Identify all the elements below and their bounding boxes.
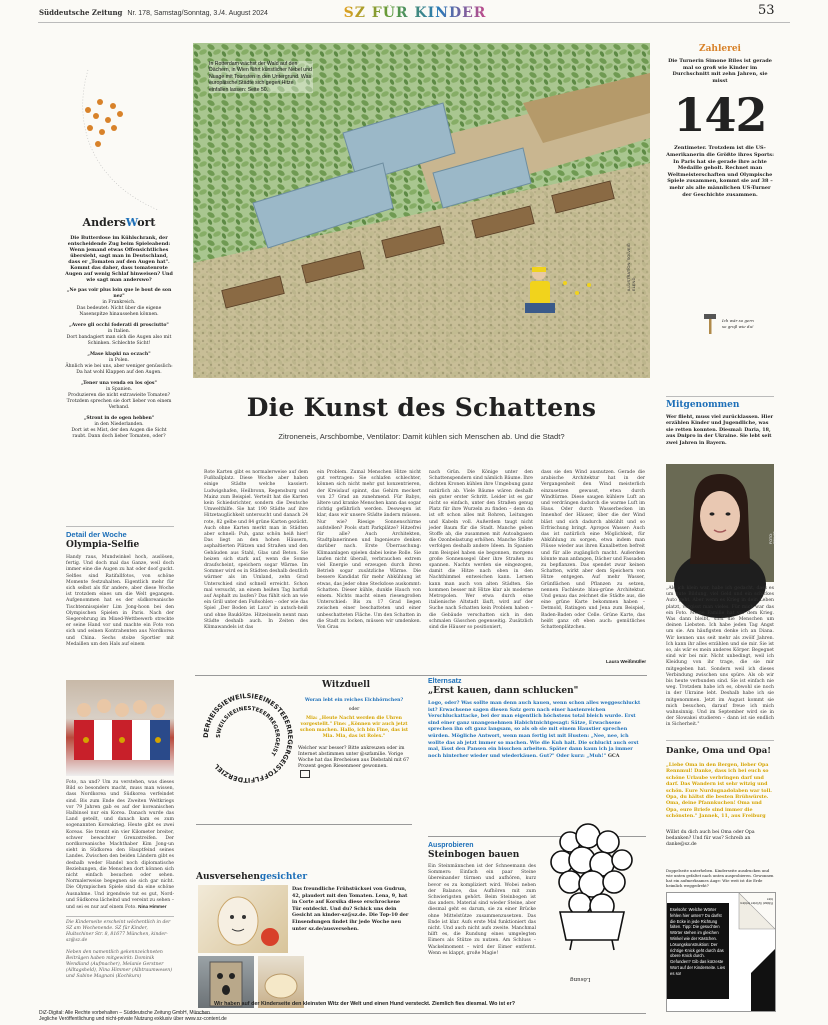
masthead-issue: Nr. 178, Samstag/Sonntag, 3./4. August 2024 xyxy=(127,10,268,17)
elternsatz-text xyxy=(428,700,646,796)
masthead-rule xyxy=(38,22,790,23)
article-col-1: Rote Karten gibt es normalerweise auf dem Fußballplatz. Diese Woche aber haben einige Städte welche kassiert: Ludwigshafen, Heilbronn, Regensburg und Mainz zum Beispiel. Verteilt hat die Karten kein Schiedsrichter, sondern die Deutsche Umwelthilfe. Sie hat 190 Städte auf ihre Hitzetauglichkeit untersucht und danach 24 rote, 82 gelbe und 84 grüne Karten gezückt. Auch ohne Karten merkt man in Städten aber schnell: Puh, ganz schön heiß hier! Das liegt an den hohen Häusern, asphaltierten Plätzen und Straßen und den Gebäuden aus Stahl, Glas und Beton. Sie heizen sich stark auf, wenn die Sonne draufscheint, speichern sogar Wärme. Im Sommer wird es in Städten deshalb deutlich wärmer als im Umland, zehn Grad Unterschied sind schnell erreicht. Schon mal versucht, an einem heißen Tag barfuß auf Asphalt zu laufen? Das fühlt sich an wie ein Grill unter den Fußsohlen – oder wie das Spiel „Der Boden ist Lava" in autsch-heiß und ohne Bauklötze. Hitzeinseln nennt man Städte deshalb auch. In Zeiten des Klimawandels ist das xyxy=(204,470,308,631)
dw-title: Olympia-Selfie xyxy=(66,540,140,550)
foam-bath-svg xyxy=(540,812,644,962)
andersw-section xyxy=(64,216,174,440)
witzduell-ring xyxy=(202,692,294,784)
witzduell-jokes xyxy=(298,698,410,770)
vote-checkbox[interactable] xyxy=(300,770,310,778)
elternsatz-kicker: Elternsatz xyxy=(428,678,462,685)
puzzle-caption: Doppelseite unterheben. Kinderseite ausdrucken und wie unten gefaltet nach unten ausprobieren. Gewonnen hat ein aufmerksames Auge: Wie weit ist die Erde heimlich weggedreht? xyxy=(666,868,774,888)
witzduell-section xyxy=(196,680,412,690)
photo-credit: FOTO: PRIVAT xyxy=(769,531,777,544)
eselsohr-mirror: Rätsel Wörter fehlen hier xyxy=(740,897,773,905)
phrase-where: in den Niederlanden. xyxy=(94,422,144,427)
main-headline: Die Kunst des Schattens xyxy=(246,393,597,422)
footer-copyright xyxy=(39,1010,227,1023)
egg-photo-svg xyxy=(198,885,288,953)
ausversehen-text: Das freundliche Frühstücksei von Gudrun, 42, plaudert mit den Tomaten. Lena, 9, hat in Corte auf Korsika diese erschrockene Tür entdeckt. Und du? Schick uns dein Gesicht an kinder-sz@sz.de. Die Top-10 der Einsendungen findet ihr jede Woche neu unter sz.de/ausversehen. xyxy=(292,886,409,932)
ausversehen-title xyxy=(196,872,412,882)
elternsatz-title: „Erst kauen, dann schlucken" xyxy=(428,686,579,696)
danke-section xyxy=(666,746,774,848)
svg-text:DERHEISSIEWEILSIEEINESTEEERREG xyxy=(202,692,294,784)
detail-der-woche xyxy=(66,530,174,669)
mitgenommen-text: „Als ich klein war, habe ich gedacht, dass es um gute Bildung, viel Geld und ein schickes Auto geht. Aber wenn es Krieg in dein Leben platzt, vergisst man vieles. Für mich war das ein Foto. Meine Familie hat vor dem Krieg. Was dann bleibt, sind die Menschen um deinen Liebsten. Ich habe jeden Tag Angst um sie. Am häufigsten denke ich an Diana. Wir kennen uns seit mehr als zwölf Jahren. Ich kann ihr alles erzählen und sie mir. Sie ist so, als wär es mein anderes Körper. Begegnet sind wir bei mir. Nicht unbedingt, weil ich Kleidung von ihr trage, die sie mir mitgegeben hat. Sondern weil ich dieses Verbindung zwischen uns spüre. Als ob wir bis heute verbunden sind. Sie ist einfach nie weg. Trotzdem habe ich es, obwohl sie noch in der Ukraine lebt. Deshalb habe ich sie mitgenommen. Jetzt im August kommt sie mich besuchen, darauf freue ich mich wahnsinnig. Und im September wird sie in der Slowakei studieren – dann ist sie endlich in Sicherheit." xyxy=(666,586,774,728)
portrait-svg xyxy=(666,464,774,582)
dw-text: Handy raus, Mundwinkel hoch, auslösen, fertig. Und doch mal das Ganze, weil doch immer eine die Augen zu hat oder doof guckt. Selfies sind Ratifallfotos, von schöne Momente festzuhalten. Eigentlich mehr für sich selbst als für andere, aber diese Woche ist trotzdem eines um die Welt gegangen. Aufgenommen hat es der südkoreanische Tischtennisspieler Lim Jong-hoon bei den Olympischen Spielen in Paris. Nach der Siegerehrung im Mixed-Wettbewerb streckte er seine Hand vor und machte ein Foto von sich und seinen Kontrahenten aus Nordkorea und China. Sechs stolze Sportler mit Medaillen um den Hals auf einem xyxy=(66,555,174,647)
andersw-phrase-4 xyxy=(64,381,174,411)
ausprobieren-section xyxy=(428,842,536,996)
phrase-quote: „Ne pas voir plus loin que le bout de son nez" xyxy=(66,288,172,299)
hero-illustration xyxy=(193,43,650,378)
ausversehen-title-a: Ausversehen xyxy=(196,872,260,882)
ausprobieren-title: Steinbogen bauen xyxy=(428,850,520,860)
witzduell-q2: Mia: „Heute Nacht werden die Uhren vorgestellt." Fine: „Können wir auch jetzt schon machen. Hallo, ich bin Fine, das ist Mia. Mia, das ist Rolex." xyxy=(300,716,408,739)
main-subheadline: Zitroneneis, Arschbombe, Ventilator: Damit kühlen sich Menschen ab. Und die Stadt? xyxy=(278,432,565,441)
article-col-3: nach Grün. Die Könige unter den Schattenspendern sind nämlich Bäume. Ihre dichten Kronen kühlen ihre Umgebung ganz natürlich ab. Viele Bäume wären deshalb ein guter erster Schritt. Leider ist es gar nicht so einfach, unter den Straßen genug Platz für ihre Wurzeln zu finden – denn da ist oft schon alles mit Rohren, Leitungen und Kabeln voll. Außerdem taugt nicht jeder Baum für die Stadt. Manche geben Stoffe ab, die zusammen mit Autoabgasen die Ozonbelastung erhöhen. Manche Städte verfolgen deshalb andere Ideen. In Spanien zum Beispiel haben sie begonnen, morgens große Sonnensegel über ihre Straßen zu spannen. Nachts werden sie eingezogen, damit die Hitze nach oben in den Nachthimmel entweichen kann. Lernen kann man auch von alten Städten. Sie kommen besser mit Hitze klar als moderne Metropolen. Wer etwa durch eine italienische Altstadt läuft, wird auf der Suche nach Schatten kein Problem haben – die Gebäude verschatten sich in den schmalen Gässchen gegenseitig. Zusätzlich sind die Häuser so positioniert, xyxy=(429,470,533,631)
phrase-meaning: Dort bandagiert man sich die Augen also mit Schinken. Schlechte Sicht! xyxy=(66,335,172,346)
dot-spiral-svg xyxy=(68,60,168,220)
phrase-where: in Spanien. xyxy=(105,387,133,392)
bottom-rule xyxy=(196,1013,646,1014)
footer-note: Die Kinderseite erscheint wöchentlich in der SZ am Wochenende. SZ für Kinder, Hultschiner Str. 8, 81677 München, kinder-sz@sz.de xyxy=(66,920,171,943)
section-title xyxy=(340,5,490,21)
page-number: 53 xyxy=(758,3,775,18)
handwritten-note: Ich wär so gern so groß wie du! xyxy=(722,318,754,329)
zahlerei-lead: Die Turnerin Simone Biles ist gerade mal so groß wie Kinder im Durchschnitt mit zehn Jahren, sie misst xyxy=(668,58,772,84)
andersw-phrase-2 xyxy=(64,323,174,347)
mid-rule xyxy=(195,675,647,676)
phrase-quote: „Mase klapki na oczach" xyxy=(87,352,151,357)
phrase-quote: „Tener una venda en los ojos" xyxy=(81,381,157,386)
phrase-meaning: Produzieren die nicht extrawieite Tomaten? Trotzdem sprechen sie dort lieber von einem Verband. xyxy=(66,393,172,410)
zahlerei-section xyxy=(666,44,774,198)
witzduell-title: Witzduell xyxy=(321,680,371,690)
witz-rule xyxy=(196,824,412,825)
hero-caption: In Rotterdam wächst der Wald auf den Dächern, in Wien führt künstlicher Nebel und Nuage mit Touristen in den Untergrund. Was europäische Städte sich gegen Hitze einfallen lassen: Seite 50. xyxy=(209,61,312,93)
left-rule-1 xyxy=(66,526,174,527)
danke-prompt: Willst du dich auch bei Oma oder Opa bedanken? Und für was? Schreib an danke@sz.de xyxy=(666,830,755,847)
zahlerei-text: Zentimeter. Trotzdem ist die US-Amerikanerin die Größte ihres Sports: In Paris hat sie gerade ihre achte Medaille geholt. Rechnet man Weltmeisterschaften und Olympische Spiele zusammen, kommt sie auf 38 – mehr als alle männlichen US-Turner der Geschichte zusammen. xyxy=(666,145,774,198)
eselsohr-text: Eselsohr: Welche Wörter fehlen hier unten? Du darfst die Ecke in jede Richtung falten. Tipp: Die gesuchten Wörter stehen im gleichen Winkel wie der Kästchen. Lösungskonstruktion: Der richtige Knick geht durch das obere Knick durch. Gefunden? Gib das kürzeste Wort auf der Kinderseite. Lies es so! xyxy=(670,907,726,976)
zahlerei-number: 142 xyxy=(673,88,767,143)
elternsatz-body: Logo, oder? Was sollte man denn auch kauen, wenn schon alles weggeschluckt ist? Erwachsene sagen diesen Satz gern nach einer hastenreichen Verschluckattacke, bei der man eigentlich höchstens total bleich wurde. Erst sind einer ganz unangenehmen Habichtnichtgesagt: Sätze, Erwachsene sprechen ihn oft ganz langsam, so als ob sie mit einem Haustier sprechen würden. Mögliche Antwort, wenn man fertig ist mit Husten: „Nee, nee, ich wollte das ab jetzt immer so machen. Wie die Kuh halt. Die schluckt auch erst mal, lässt den Pansen ein bisschen arbeiten. Später dann kaun ich ja immer noch hinterher wieder und wiederkäuen. Gut?" Oder kurz: „Muh!" xyxy=(428,700,641,759)
article-col-4: dass sie den Wind ausnutzen. Gerade die arabische Architektur hat in der Vergangenheit den Wind meisterlich einzusetzen gewusst, etwa durch Windtürme. Diese saugen kühlere Luft an und verdrängen dadurch die warme Luft im Haus. Oder durch Wasserbecken im Innenhof der Häuser, über die der Wind bläst und sich dadurch abkühlt und so Erfrischung bringt. Apropos Wasser: Auch das ist natürlich eine Möglichkeit, für Abkühlung zu sorgen, etwa indem man Flüsse wieder aus ihren Kanalbetten befreit und für alle zugänglich macht. Außerdem könnte man anfangen, Dächer und Fassaden zu bepflanzen. Das spendet zwar keinen Schatten, wirkt aber dem Speichern von Hitze entgegen. Auf mehr Wasser, Grünflächen und Pflanzen zu setzen, nennen Fachleute blau-grüne Architektur. Und genau das zeichnet die Städte aus, die eine grüne Karte bekommen haben – Detmold, Ratingen und Jena zum Beispiel, Baden-Baden oder Celle. Grüne Karte, das heißt ganz oft eben auch: gemütliches Schattenplätzchen. xyxy=(541,470,645,631)
article-author: Laura Weißmüller xyxy=(606,660,647,665)
andersw-intro: Die Butterdose im Kühlschrank, der entscheidende Zug beim Spieleabend: Wenn jemand etwas Offensichtliches übersieht, sagt man in Deutschland, dass er „Tomaten auf den Augen hat". Kommt das daher, dass tomatenrote Augen auf wenig Schlaf hinweisen? Und wie sagt man anderswo? xyxy=(65,235,173,283)
hero-credit: ILLUSTRATION: SOLVEIG ELEND xyxy=(626,243,636,291)
witzduell-prompt: Welcher war besser? Bitte ankreuzen oder im Internet abstimmen unter @szfamilie. Vorige Woche hat das Brecheisen aus Diebstahl mit 67 Prozent gegen Riesenmeer gewonnen. xyxy=(298,746,410,769)
phrase-quote: „Avere gli occhi foderati di prosciutto" xyxy=(69,323,169,328)
phrase-meaning: Das bedeutet: Nicht über die eigene Nasenspitze hinaussehen können. xyxy=(76,306,162,317)
mitgenommen-title: Mitgenommen xyxy=(666,400,740,410)
mitgenommen-section xyxy=(666,400,774,446)
masthead-paper-issue xyxy=(39,8,268,17)
left-rule-2 xyxy=(66,916,174,917)
andersw-title: AndersWort xyxy=(82,216,156,229)
witzduell-ring-text: DERHEISSIEWEILSIEEINESTEEERREGERGEISTOFFLFITDERZIEL xyxy=(202,692,294,784)
olympia-photo-svg xyxy=(66,680,174,776)
andersw-phrase-1 xyxy=(64,288,174,318)
ausprobieren-kicker: Ausprobieren xyxy=(428,842,474,849)
ausversehen-photo-egg xyxy=(198,885,288,953)
svg-text:SWEILSIEEINESTEEERREGERGEIST: SWEILSIEEINESTEEERREGERGEIST xyxy=(215,705,281,757)
phrase-meaning: Ähnlich wie bei uns, aber weniger genüsslich: Da hat wohl Klappen auf den Augen. xyxy=(65,364,173,375)
witzduell-ring-svg xyxy=(202,692,294,784)
witzduell-or: oder xyxy=(348,707,360,712)
hidden-joke-line: Wir haben auf der Kinderseite den kleinsten Witz der Welt und einen Hund versteckt. Ziemlich fies diesmal. Wo ist er? xyxy=(214,1001,516,1007)
phrase-where: in Polen. xyxy=(108,358,130,363)
phrase-quote: „Stront in de ogen hebben" xyxy=(83,416,155,421)
mitgenommen-lead: Wer flieht, muss viel zurücklassen. Hier erzählen Kinder und Jugendliche, was sie retten konnten. Diesmal: Daria, 18, aus Dnipro in der Ukraine. Sie lebt seit zwei Jahren in Bayern. xyxy=(666,414,774,446)
right-rule-2 xyxy=(666,740,774,741)
olympia-selfie-photo xyxy=(66,680,174,776)
dw-author: Nina Himmer xyxy=(138,904,167,910)
footer-line-1: DiZ-Digital: Alle Rechte vorbehalten – Süddeutsche Zeitung GmbH, München xyxy=(39,1010,210,1016)
right-rule-1 xyxy=(666,396,774,397)
hero-illustration-svg xyxy=(193,43,650,378)
section-title-text: SZ FÜR KINDER xyxy=(343,5,487,21)
elternsatz-author: GCA xyxy=(607,752,620,759)
andersw-phrase-5 xyxy=(64,416,174,440)
footer-line-2: Jegliche Veröffentlichung und nicht-private Nutzung exklusiv über www.sz-content.de xyxy=(39,1016,227,1023)
zahlerei-title: Zahlerei xyxy=(699,44,741,54)
eselsohr-puzzle xyxy=(666,892,776,1012)
andersw-phrase-3 xyxy=(64,352,174,376)
footer-note-2: Neben den namentlich gekennzeichneten Beiträgen haben mitgewirkt: Dominik Wendland (Aufmacher), Melanie Gerstner (Alltagsheld), Nina Himmer (Albtraumwesen) und Sabine Magnani (Kochkurs) xyxy=(66,950,173,979)
foam-bath-drawing xyxy=(540,812,644,962)
dw-kicker: Detail der Woche xyxy=(66,530,127,539)
phrase-where: in Italien. xyxy=(107,329,131,334)
witzduell-q1: Woran lebt ein reiches Eichhörnchen? xyxy=(304,698,404,703)
dot-spiral-decoration xyxy=(68,60,168,220)
ausversehen-title-b: gesichter xyxy=(259,872,308,882)
danke-text: „Liebe Oma in den Bergen, lieber Opa Rennmul! Danke, dass ich bei euch so schöne Urlaube verbringen darf und darf. Das Wandern ist sehr witzig und schön. Eure Nurdugnadolaben war toll. Opa, du hältst die besten Brühwürste. Oma, deine Pfannkuchen! Oma und Opa, eure Briefe sind immer die schönsten." Jannek, 11, aus Freiburg xyxy=(666,762,772,820)
phrase-where: in Frankreich. xyxy=(102,300,136,305)
ausversehen-section xyxy=(196,872,412,882)
phrase-meaning: Dort ist es Mist, der den Augen die Sicht raubt. Dann doch lieber Tomaten, oder? xyxy=(71,428,167,439)
ausprobieren-text: Ein Steinmännchen ist der Schneemann des Sommers: Einfach ein paar Steine übereinander türmen und aufhören, kurz bevor es zu kompliziert wird. Wobei neben der Balance, das Aufhören mit zum Schwierigsten gehört. Beim Steinbogen ist das anders. Material sind wieder Steine, aber diesmal geht es darum, sie zu einer Brücke ohne Mittelstütze zusammenzusetzen. Das Ende ist klar. Aufs erste Mal funktioniert das nicht. Und auch nicht aufs zweite. Manchmal hilft es, die Rundung eines umgelegten Eimers als Stütze zu nutzen. Am Schluss – Wackelmoment – wird der Eimer entfernt. Wenn es klappt, große Magie! xyxy=(428,864,536,956)
masthead-paper: Süddeutsche Zeitung xyxy=(39,8,123,17)
mitgenommen-photo xyxy=(666,464,777,582)
foam-label: Lösung xyxy=(570,976,591,982)
danke-title: Danke, Oma und Opa! xyxy=(666,746,771,756)
elternsatz-section xyxy=(428,678,646,796)
article-col-2: ein Problem. Zumal Menschen Hitze nicht gut vertragen: Sie schlafen schlechter, können sich nicht mehr gut konzentrieren, der Kreislauf spinnt, das Gehirn meckert von 27 Grad an zunehmend. Für Babys, ältere und kranke Menschen kann das sogar richtig gefährlich werden. Deswegen ist klar, dass wir unsere Städte ändern müssen. Nur wie? Riesige Sonnenschirme aufstellen? Pools statt Parkplätze? Hitzefrei für alle? Auch Architekten, Stadtplanerinnen und Ingenieure denken darüber nach. Erste Überraschung: Klimaanlagen spielen dabei keine Rolle. Sie laufen nicht überall, verbrauchen extrem viel Energie und erzeugen durch ihren Betrieb sogar zusätzliche Wärme. Die bessere Kandidat für mehr Abkühlung ist etwas, das jeder ohne Steckdose auskommt: Schatten. Dieser kühle, dunkle Hauch von einem. Nichts macht einen riesengroßen Unterschied: Bis zu 17 Grad liegen zwischen einer beschatteten und einer unbeschatteten Fläche. Um den Schatten in die Stadt zu locken, müssen wir umdenken. Von Grau xyxy=(317,470,421,631)
dw-text-2: Foto, na und? Um zu verstehen, was dieses Bild so besonders macht, muss man wissen, dass Nordkorea und Südkorea verfeindet sind. Bis zum Ende des Zweiten Weltkriegs vor 79 Jahren gab es auf der koreanischen Halbinsel nur ein Korea. Danach wurde das Land geteilt, und danach kam es zum sogenannten Koreakrieg. Heute gibt es zwei Koreas. Sie trennt ein vier Kilometer breiter, schwer bewachter Grenzstreifen. Der nordkoreanische Machthaber Kim Jong-un sieht in Südkorea den Hauptfeind seines Landes. Zwischen den beiden Ländern gibt es deshalb weder Handel noch diplomatische Beziehungen, die Menschen dort können sich nicht einfach besuchen oder sehen. Normalerweise begegnen sie sich gar nicht. Die Olympischen Spiele sind da eine schöne Ausnahme. Und irgendwie tut es gut, Nord- und Südkorea lächelnd und vereint zu sehen – und sei es nur auf einem Foto. xyxy=(66,780,174,911)
dw-text-continued xyxy=(66,780,174,910)
